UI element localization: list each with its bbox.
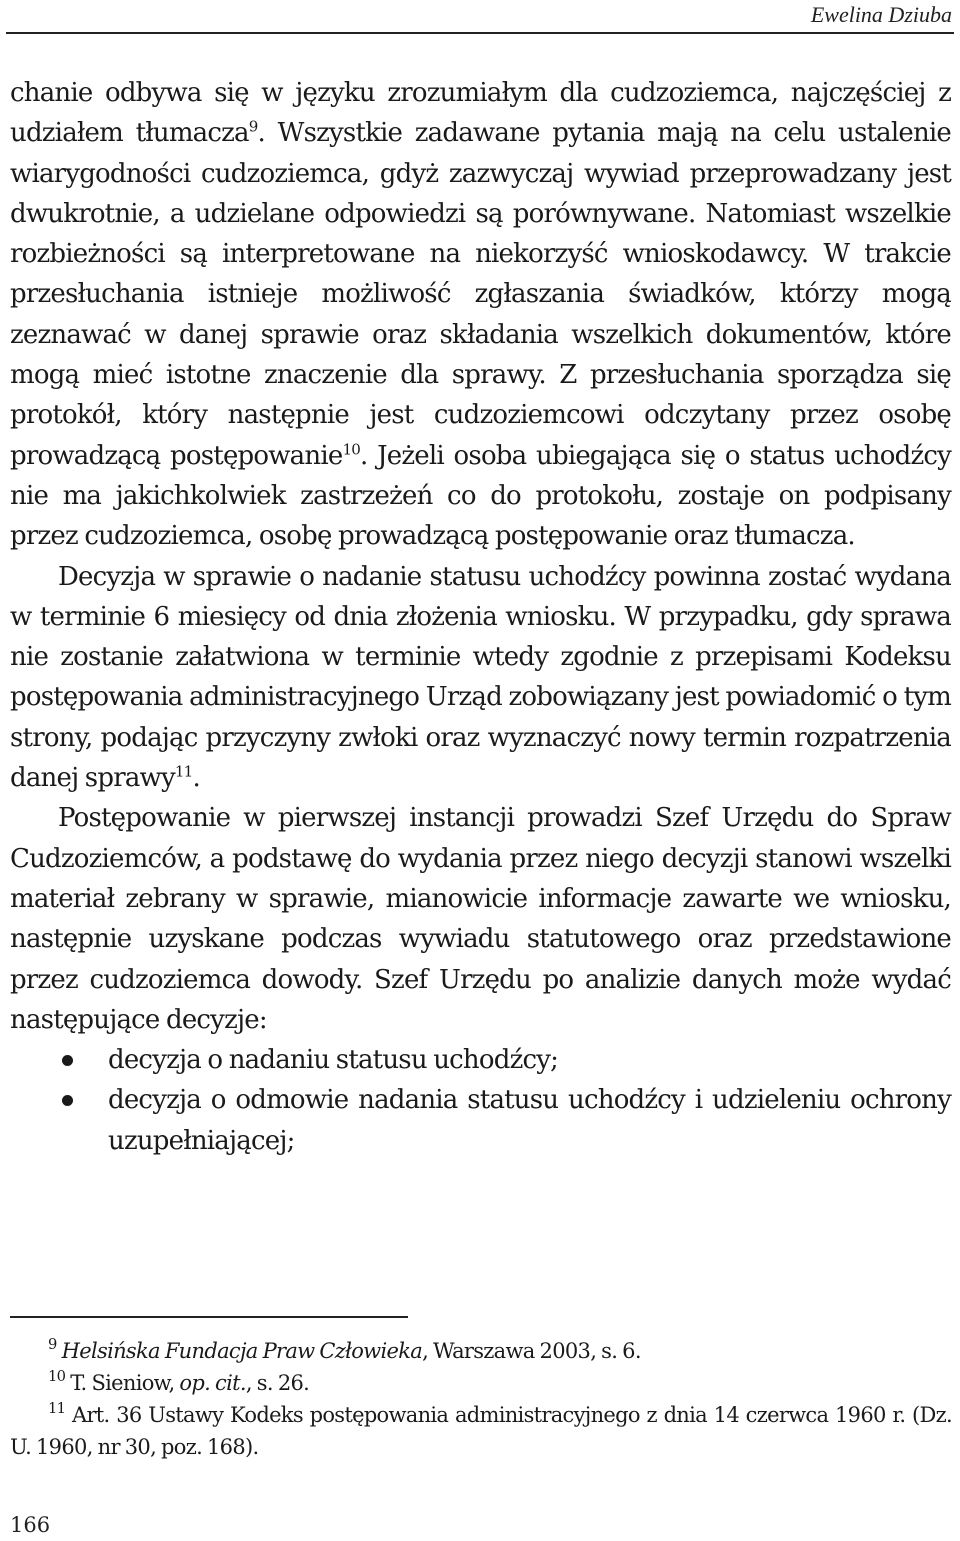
footnote-9 [10,1335,952,1367]
paragraph-3: Postępowanie w pierwszej instancji prowadzi Szef Urzędu do Spraw Cudzoziemców, a podstawę do wydania przez niego decyzji stanowi wszelki materiał zebrany w sprawie, mianowicie informacje zawarte we wniosku, następnie uzyskane podczas wywiadu statutowego oraz przedstawione przez cudzoziemca dowody. Szef Urzędu po analizie danych może wydać następujące decyzje: [10,803,951,1035]
main-text [10,73,951,1161]
footnote-text: , s. 26. [245,1371,310,1395]
paragraph-1 [10,73,951,557]
footnote-10 [10,1367,952,1399]
running-header-author: Ewelina Dziuba [810,2,952,27]
list-item-text: decyzja o nadaniu statusu uchodźcy; [108,1045,559,1076]
footnote-italic-title: op. cit. [179,1371,246,1395]
footnotes [10,1335,952,1463]
list-item [10,1040,951,1080]
header-rule [6,32,954,34]
decision-list [10,1040,951,1161]
footnote-number: 11 [48,1399,66,1417]
footnote-text: Art. 36 Ustawy Kodeks postępowania administracyjnego z dnia 14 czerwca 1960 r. (Dz. U. 1960, nr 30, poz. 168). [10,1403,952,1459]
paragraph-1-text-c: . Jeżeli osoba ubiegająca się o status uchodźcy nie ma jakichkolwiek zastrzeżeń co do protokołu, zostaje on podpisany przez cudzoziemca, osobę prowadzącą postępowanie oraz tłumacza. [10,440,951,552]
paragraph-2-text-a: Decyzja w sprawie o nadanie statusu uchodźcy powinna zostać wydana w terminie 6 miesięcy od dnia złożenia wniosku. W przypadku, gdy sprawa nie zostanie załatwiona w terminie wtedy zgodnie z przepisami Kodeksu postępowania administracyjnego Urząd zobowiązany jest powiadomić o tym strony, podając przyczyny zwłoki oraz wyznaczyć nowy termin rozpatrzenia danej sprawy [10,561,951,794]
footnote-ref-9[interactable]: 9 [248,117,258,136]
list-item [10,1080,951,1161]
footnote-ref-10[interactable]: 10 [342,440,361,459]
list-item-text: decyzja o odmowie nadania statusu uchodźcy i udzieleniu ochrony uzupełniającej; [108,1085,951,1156]
paragraph-2 [10,557,951,799]
bullet-icon [62,1055,73,1066]
footnote-author: T. Sieniow, [70,1371,180,1395]
footnote-11 [10,1399,952,1463]
footnote-italic-title: Helsińska Fundacja Praw Człowieka [61,1339,423,1363]
paragraph-1-text-b: . Wszystkie zadawane pytania mają na celu ustalenie wiarygodności cudzoziemca, gdyż zazwyczaj wywiad przeprowadzany jest dwukrotnie, a udzielane odpowiedzi są porównywane. Natomiast wszelkie rozbieżności są interpretowane na niekorzyść wnioskodawcy. W trakcie przesłuchania istnieje możliwość zgłaszania świadków, którzy mogą zeznawać w danej sprawie oraz składania wszelkich dokumentów, które mogą mieć istotne znaczenie dla sprawy. Z przesłuchania sporządza się protokół, który następnie jest cudzoziemcowi odczytany przez osobę prowadzącą postępowanie [10,118,951,471]
paragraph-2-text-b: . [192,763,200,794]
footnote-text: , Warszawa 2003, s. 6. [422,1339,641,1363]
page-number: 166 [10,1513,51,1537]
paragraph-1-text-a: chanie odbywa się w języku zrozumiałym dla cudzoziemca, najczęściej z udziałem tłumacza [10,78,951,149]
footnote-separator [10,1316,408,1318]
footnote-number: 10 [48,1367,66,1385]
footnote-ref-11[interactable]: 11 [174,762,193,781]
footnote-number: 9 [48,1335,57,1353]
bullet-icon [62,1095,73,1106]
